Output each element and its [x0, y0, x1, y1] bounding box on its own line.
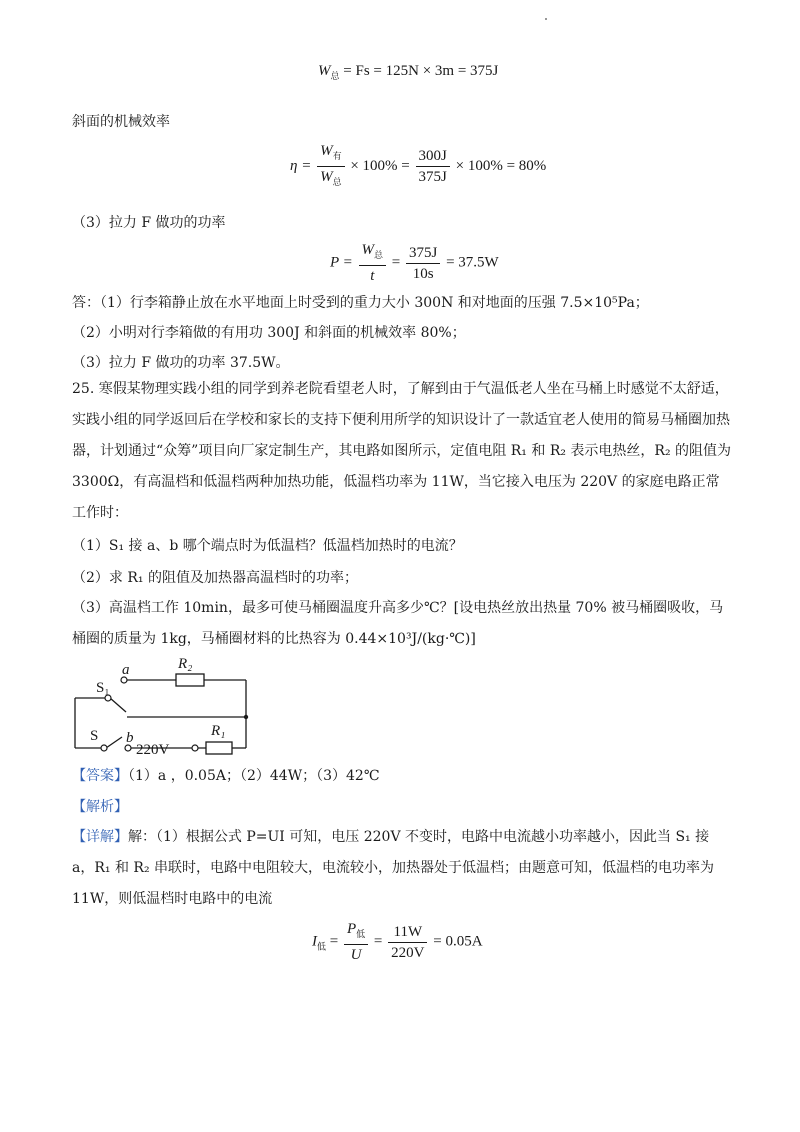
- eq-subscript: 低: [317, 941, 327, 952]
- label-voltage: 220V: [136, 742, 170, 758]
- question-25-part-3: （3）高温档工作 10min，最多可使马桶圈温度升高多少℃？[设电热丝放出热量 70% 被马桶圈吸收，马桶圈的质量为 1kg，马桶圈材料的比热容为 0.44×10³J/(kg·℃)]: [72, 600, 724, 647]
- answer-line-1: 答：（1）行李箱静止放在水平地面上时受到的重力大小 300N 和对地面的压强 7.5×10⁵Pa；: [72, 295, 649, 311]
- frac-den: 220V: [391, 944, 425, 961]
- frac-num-sub: 低: [356, 929, 366, 939]
- circuit-diagram: [66, 650, 266, 760]
- frac-num: W: [361, 242, 375, 258]
- frac-num: 11W: [388, 923, 427, 943]
- label-r2: R₂: [178, 656, 193, 672]
- eq-equals: =: [329, 933, 339, 950]
- question-25-paragraph: 25. 寒假某物理实践小组的同学到养老院看望老人时，了解到由于气温低老人坐在马桶上时感觉不太舒适，实践小组的同学返回后在学校和家长的支持下便利用所学的知识设计了一款适宜老人使用的简易马桶圈加热器，计划通过“众筹”项目向厂家定制生产，其电路如图所示，定值电阻 R₁ 和 R₂ 表示电热丝，R₂ 的阻值为 3300Ω，有高温档和低温档两种加热功能，低温档功率为 11W，当它接入电压为 220V 的家庭电路正常工作时：: [72, 381, 732, 521]
- junction-node: [244, 715, 248, 719]
- equation-current: [312, 920, 483, 964]
- frac-den: U: [350, 947, 362, 963]
- eq-body: = Fs = 125N × 3m = 375J: [343, 63, 499, 79]
- label-a: a: [122, 662, 130, 678]
- eq-subscript: 总: [330, 71, 340, 81]
- frac-den: 375J: [418, 169, 447, 185]
- frac-num: 300J: [416, 147, 450, 167]
- eq-symbol: I: [312, 933, 317, 950]
- eq-mult: × 100% =: [350, 157, 410, 174]
- terminal-supply: [192, 745, 198, 751]
- fraction-values: [416, 147, 450, 186]
- fraction-values: [406, 244, 440, 283]
- frac-num: P: [346, 921, 357, 937]
- equation-total-work: [318, 63, 498, 82]
- answer-line-2: （2）小明对行李箱做的有用功 300J 和斜面的机械效率 80%；: [72, 325, 466, 341]
- eq-result: = 0.05A: [433, 933, 483, 950]
- answer-line-3: （3）拉力 F 做功的功率 37.5W。: [72, 355, 290, 371]
- analysis-tag: 【解析】: [72, 799, 128, 815]
- switch-s-blade: [106, 737, 122, 748]
- fraction-work-time: [359, 241, 387, 285]
- resistor-r1: [206, 742, 232, 754]
- detail-paragraph: [72, 822, 732, 915]
- label-b: b: [126, 730, 134, 746]
- eq-eta: η =: [290, 157, 312, 174]
- efficiency-label: 斜面的机械效率: [72, 114, 170, 130]
- label-r1: R₁: [211, 723, 226, 739]
- frac-den-sub: 总: [332, 177, 342, 187]
- frac-num-sub: 有: [332, 151, 342, 161]
- resistor-r2: [176, 674, 204, 686]
- frac-num: W: [320, 143, 333, 159]
- eq-equals: =: [391, 254, 401, 271]
- eq-symbol: P =: [330, 254, 353, 271]
- label-s: S: [90, 728, 99, 744]
- label-s1: S₁: [96, 680, 110, 696]
- frac-den: 10s: [412, 265, 434, 282]
- answer-text: （1）a ，0.05A；（2）44W；（3）42℃: [128, 768, 380, 784]
- frac-num-sub: 总: [374, 250, 384, 260]
- answer-row: [72, 766, 379, 786]
- frac-den: t: [370, 268, 375, 284]
- frac-den: W: [320, 169, 333, 185]
- part3-label: （3）拉力 F 做功的功率: [72, 215, 226, 231]
- fraction-work-ratio: [317, 142, 345, 191]
- page-dot: [545, 18, 547, 20]
- terminal-s-pivot: [101, 745, 107, 751]
- detail-tag: 【详解】: [72, 829, 128, 845]
- switch-s1-blade: [110, 698, 126, 712]
- detail-text: 解：（1）根据公式 P=UI 可知，电压 220V 不变时，电路中电流越小功率越小，因此当 S₁ 接 a，R₁ 和 R₂ 串联时，电路中电阻较大，电流较小，加热器处于低温档；由题意可知，低温档的电功率为 11W，则低温档时电路中的电流: [72, 829, 715, 907]
- equation-power: [330, 241, 499, 285]
- eq-symbol: W: [318, 63, 331, 79]
- frac-num: 375J: [406, 244, 440, 264]
- question-25-part-1: （1）S₁ 接 a、b 哪个端点时为低温档？低温档加热时的电流？: [72, 538, 463, 554]
- equation-efficiency: [290, 142, 546, 191]
- eq-equals: =: [373, 933, 383, 950]
- eq-result: = 37.5W: [446, 254, 499, 271]
- fraction-values: [388, 923, 427, 962]
- fraction-power-voltage: [344, 920, 368, 964]
- answer-tag: 【答案】: [72, 768, 128, 784]
- question-25-part-2: （2）求 R₁ 的阻值及加热器高温档时的功率；: [72, 570, 358, 586]
- eq-result: × 100% = 80%: [455, 157, 547, 174]
